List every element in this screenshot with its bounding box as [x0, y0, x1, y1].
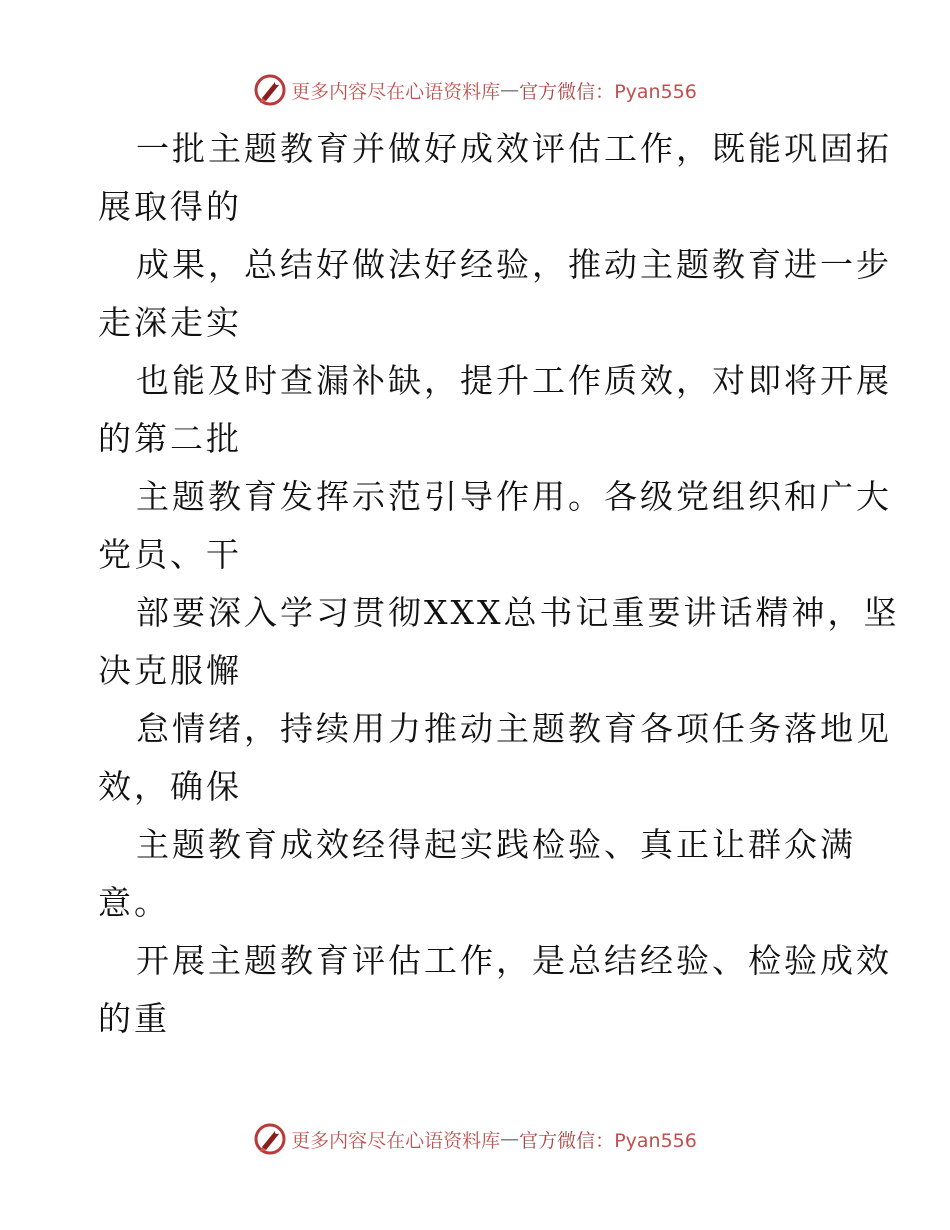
- banner-wechat: [519, 77, 697, 104]
- text-line: 怠情绪，持续用力推动主题教育各项任务落地见: [136, 709, 892, 748]
- text-line: 成果，总结好做法好经验，推动主题教育进一步: [136, 245, 892, 284]
- text-line: 开展主题教育评估工作，是总结经验、检验成效: [136, 941, 892, 980]
- text-line: 也能及时查漏补缺，提升工作质效，对即将开展: [136, 361, 892, 400]
- text-line: 党员、干: [98, 535, 242, 574]
- text-line: 走深走实: [98, 303, 242, 342]
- banner-site-text: 更多内容尽在心语资料库: [291, 1129, 501, 1152]
- text-line: 意。: [98, 883, 170, 922]
- footer-banner: [0, 1121, 950, 1157]
- banner-wechat-id: Pyan556: [614, 1129, 697, 1152]
- banner-dash: —: [500, 1128, 520, 1150]
- text-line: 的重: [98, 999, 170, 1038]
- header-banner: [0, 72, 950, 108]
- text-line: 部要深入学习贯彻XXX总书记重要讲话精神，坚: [136, 593, 900, 632]
- banner-wechat-label: 官方微信：: [519, 80, 615, 103]
- banner-wechat-id: Pyan556: [614, 80, 697, 103]
- document-body: [98, 120, 900, 1048]
- text-line: 展取得的: [98, 187, 242, 226]
- banner-wechat-label: 官方微信：: [519, 1129, 615, 1152]
- text-line: 决克服懈: [98, 651, 242, 690]
- text-line: 主题教育成效经得起实践检验、真正让群众满: [136, 825, 856, 864]
- text-line: 主题教育发挥示范引导作用。各级党组织和广大: [136, 477, 892, 516]
- pen-logo-icon: [253, 1122, 287, 1156]
- text-line: 一批主题教育并做好成效评估工作，既能巩固拓: [136, 129, 892, 168]
- banner-site-text: 更多内容尽在心语资料库: [291, 80, 501, 103]
- pen-logo-icon: [253, 73, 287, 107]
- banner-wechat: [519, 1126, 697, 1153]
- text-line: 效，确保: [98, 767, 242, 806]
- text-line: 的第二批: [98, 419, 242, 458]
- banner-dash: —: [500, 79, 520, 101]
